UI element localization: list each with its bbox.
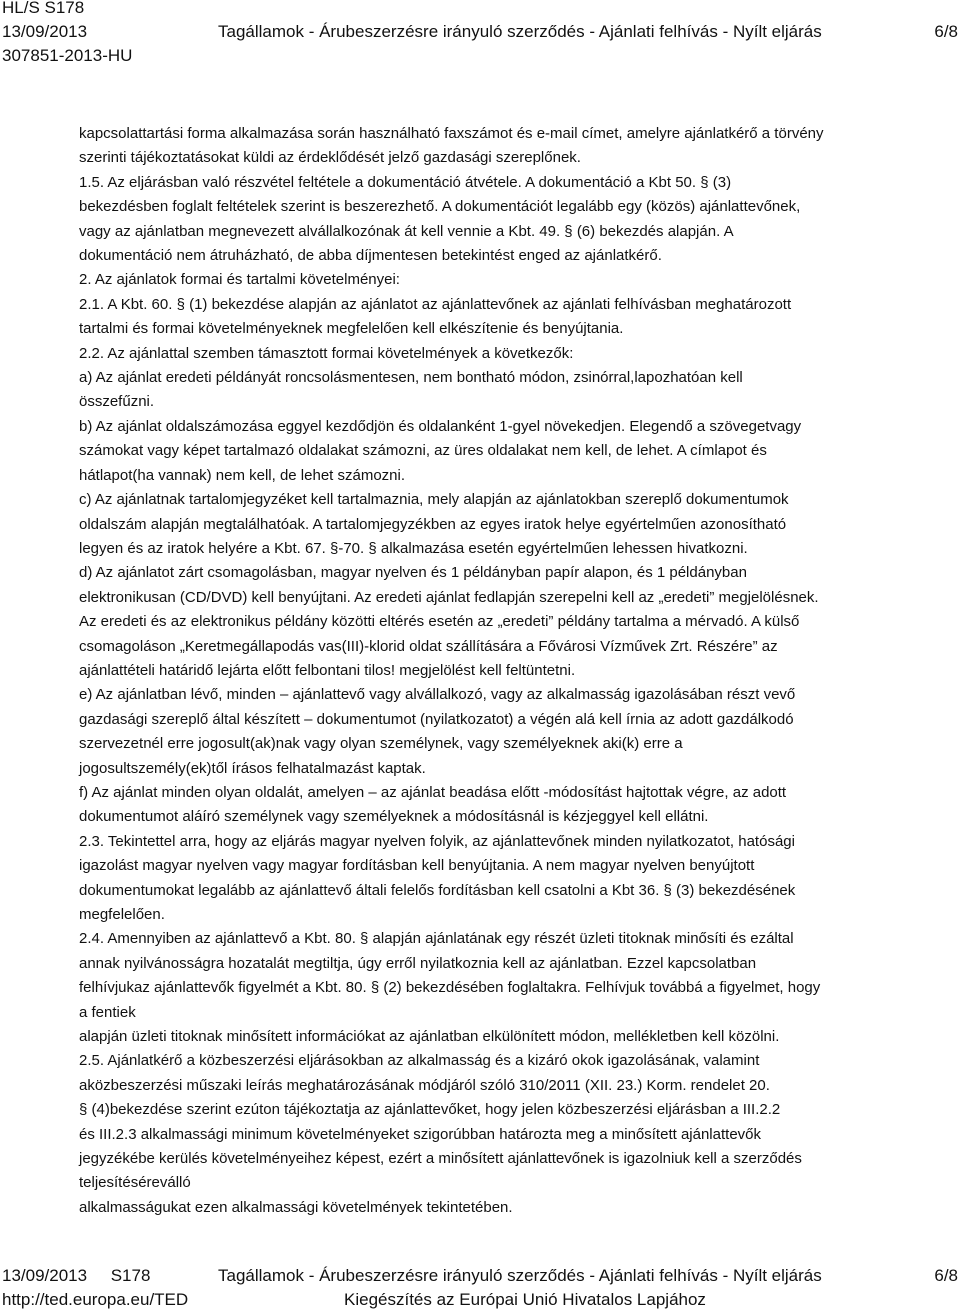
body-line: számokat vagy képet tartalmazó oldalakat számozni, az üres oldalakat nem kell, de lehet. A címlapot és [79,442,767,460]
body-line: legyen és az iratok helyére a Kbt. 67. §-70. § alkalmazása esetén egyértelműen lehessen hivatkozni. [79,539,748,557]
body-line: annak nyilvánosságra hozatalát megtiltja, úgy erről nyilatkoznia kell az ajánlatban. Ezzel kapcsolatban [79,954,757,972]
body-line: összefűzni. [79,393,155,411]
body-line: a fentiek [79,1003,136,1021]
body-line: hátlapot(ha vannak) nem kell, de lehet számozni. [79,466,406,484]
body-line: vagy az ajánlatban megnevezett alvállalkozónak át kell vennie a Kbt. 49. § (6) bekezdés alapján. A [79,222,734,240]
body-line: a) Az ajánlat eredeti példányát roncsolásmentesen, nem bontható módon, zsinórral,lapozhatóan kell [79,369,743,387]
header-code: HL/S S178 [2,0,85,17]
body-line: 2.4. Amennyiben az ajánlattevő a Kbt. 80. § alapján ajánlatának egy részét üzleti titoknak minősíti és ezáltal [79,930,794,948]
body-line: elektronikusan (CD/DVD) kell benyújtani. Az eredeti ajánlat fedlapján szerepelni kell az „eredeti” megjelölésnek. [79,588,819,606]
body-line: gazdasági szereplő által készített – dokumentumot (nyilatkozatot) a végén alá kell írnia az adott gazdálkodó [79,710,794,728]
body-line: 2.2. Az ajánlattal szemben támasztott formai követelmények a következők: [79,344,574,362]
body-line: Az eredeti és az elektronikus példány közötti eltérés esetén az „eredeti” példány tartalma a mérvadó. A külső [79,613,800,631]
body-line: tartalmi és formai követelményeknek megfelelően kell elkészítenie és benyújtania. [79,320,624,338]
body-line: szervezetnél erre jogosult(ak)nak vagy olyan személynek, vagy személyeknek aki(k) erre a [79,735,683,753]
body-line: szerinti tájékoztatásokat küldi az érdeklődését jelző gazdasági szereplőnek. [79,149,581,167]
body-line: c) Az ajánlatnak tartalomjegyzéket kell tartalmaznia, mely alapján az ajánlatokban szereplő dokumentumok [79,491,789,509]
body-line: alapján üzleti titoknak minősített információkat az ajánlatban elkülönített módon, mellékletben kell közölni. [79,1028,780,1046]
body-line: oldalszám alapján megtalálhatóak. A tartalomjegyzékben az egyes iratok helye egyértelműen azonosítható [79,515,787,533]
body-line: ajánlattételi határidő lejárta előtt felbontani tilos! megjelölést kell feltüntetni. [79,661,576,679]
footer-subtitle: Kiegészítés az Európai Unió Hivatalos Lapjához [344,1290,706,1309]
body-line: csomagoláson „Keretmegállapodás vas(III)-klorid oldat szállítására a Fővárosi Vízművek Zrt. Részére” az [79,637,778,655]
body-line: megfelelően. [79,906,165,923]
footer-url: http://ted.europa.eu/TED [2,1290,189,1309]
body-line: bekezdésben foglalt feltételek szerint is beszerezhető. A dokumentációt legalább egy (közös) ajánlattevőnek, [79,198,801,216]
body-line: felhívjukaz ajánlattevők figyelmét a Kbt. 80. § (2) bekezdésében foglaltakra. Felhívjuk továbbá a figyelmet, hogy [79,979,821,997]
body-line: dokumentumokat legalább az ajánlattevő általi felelős fordításban kell csatolni a Kbt 36. § (3) bekezdésének [79,881,796,899]
body-line: jegyzékébe kerülés követelményeihez képest, ezért a minősített ajánlattevőnek is igazolniuk kell a szerződés [79,1150,802,1168]
document-body [79,122,949,1220]
body-line: és III.2.3 alkalmassági minimum követelményeket szigorúbban határozta meg a minősített ajánlattevők [79,1125,762,1143]
body-line: f) Az ajánlat minden olyan oldalát, amelyen – az ajánlat beadása előtt -módosítást hajtottak végre, az adott [79,783,787,801]
header-title: Tagállamok - Árubeszerzésre irányuló szerződés - Ajánlati felhívás - Nyílt eljárás [218,22,822,41]
body-line: 1.5. Az eljárásban való részvétel feltétele a dokumentáció átvétele. A dokumentáció a Kbt 50. § (3) [79,173,732,191]
body-line: e) Az ajánlatban lévő, minden – ajánlattevő vagy alvállalkozó, vagy az alkalmasság igazolásában részt vevő [79,686,796,704]
footer-title: Tagállamok - Árubeszerzésre irányuló szerződés - Ajánlati felhívás - Nyílt eljárás [218,1266,822,1285]
body-line: aközbeszerzési műszaki leírás meghatározásának módjáról szóló 310/2011 (XII. 23.) Korm. rendelet 20. [79,1076,770,1094]
page-footer [0,1262,960,1311]
footer-code: S178 [110,1266,151,1285]
body-line: b) Az ajánlat oldalszámozása eggyel kezdődjön és oldalanként 1-gyel növekedjen. Elegendő a szövegetvagy [79,417,802,435]
body-line: § (4)bekezdése szerint ezúton tájékoztatja az ajánlattevőket, hogy jelen közbeszerzési eljárásban a III.2.2 [79,1101,781,1119]
body-line: 2.1. A Kbt. 60. § (1) bekezdése alapján az ajánlatot az ajánlattevőnek az ajánlati felhívásban meghatározott [79,295,792,313]
body-line: dokumentáció nem átruházható, de abba díjmentesen betekintést enged az ajánlatkérő. [79,247,662,265]
body-line: dokumentumot aláíró személynek vagy személyeknek a módosításnál is kézjeggyel kell ellátni. [79,808,709,826]
page-header [0,0,960,70]
body-line: jogosultszemély(ek)től írásos felhatalmazást kaptak. [79,759,426,777]
body-line: d) Az ajánlatot zárt csomagolásban, magyar nyelven és 1 példányban papír alapon, és 1 példányban [79,564,747,582]
body-line: 2.3. Tekintettel arra, hogy az eljárás magyar nyelven folyik, az ajánlattevőnek minden nyilatkozatot, hatósági [79,832,795,850]
footer-page-number: 6/8 [934,1266,958,1285]
body-line: 2. Az ajánlatok formai és tartalmi követelményei: [79,271,400,289]
body-line: teljesítéséreválló [79,1174,191,1192]
header-page-number: 6/8 [934,22,958,41]
footer-date [2,1266,150,1286]
body-line: 2.5. Ajánlatkérő a közbeszerzési eljárásokban az alkalmasság és a kizáró okok igazolásának, valamint [79,1052,760,1070]
body-line: alkalmasságukat ezen alkalmassági követelmények tekintetében. [79,1198,513,1216]
header-date: 13/09/2013 [2,22,88,41]
body-line: igazolást magyar nyelven vagy magyar fordításban kell benyújtania. A nem magyar nyelven benyújtott [79,857,755,875]
body-line: kapcsolattartási forma alkalmazása során használható faxszámot és e-mail címet, amelyre ajánlatkérő a törvény [79,125,824,142]
footer-date-value: 13/09/2013 [2,1266,88,1285]
header-reference: 307851-2013-HU [2,46,133,65]
